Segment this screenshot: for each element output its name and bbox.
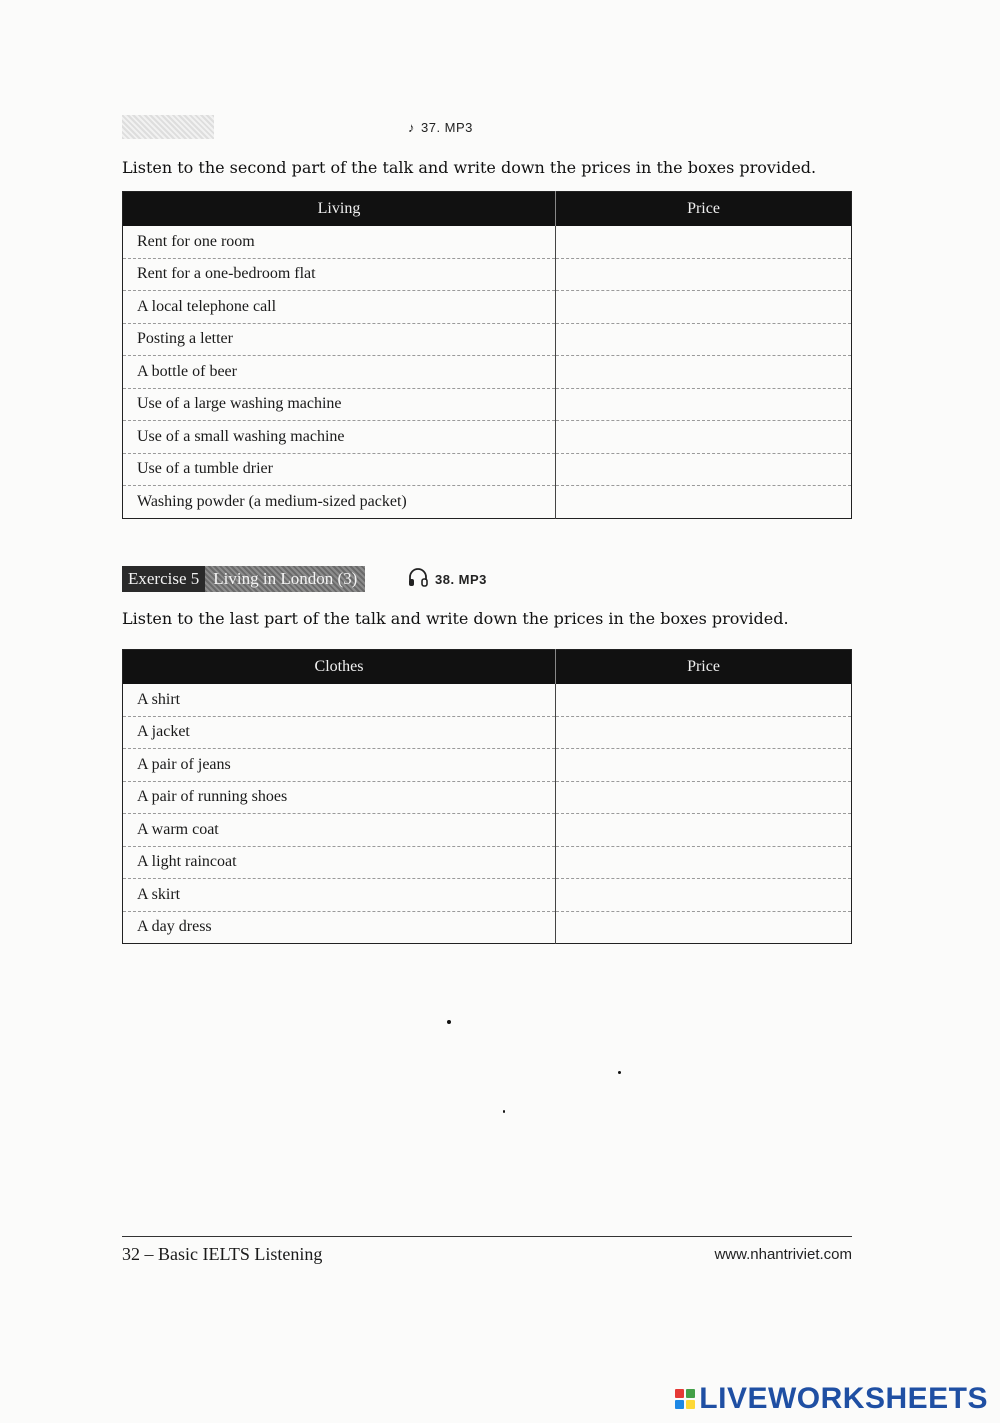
price-answer-box[interactable] [556,879,852,912]
price-answer-box[interactable] [556,453,852,486]
liveworksheets-logo-icon [675,1389,695,1409]
item-label: Use of a tumble drier [123,453,556,486]
price-answer-box[interactable] [556,846,852,879]
table-row [123,486,852,519]
item-label: Posting a letter [123,323,556,356]
item-label: A skirt [123,879,556,912]
price-answer-box[interactable] [556,911,852,944]
page-footer: 32 – Basic IELTS Listening [122,1244,323,1264]
item-label: A light raincoat [123,846,556,879]
table-row [123,879,852,912]
audio-track-label: 38. MP3 [435,572,487,587]
audio-track-label: ♪ 37. MP3 [408,120,473,135]
table-row [123,716,852,749]
item-label: A shirt [123,684,556,716]
scan-speck [618,1071,621,1074]
clothes-price-table [122,649,852,944]
instruction-text: Listen to the last part of the talk and write down the prices in the boxes provided. [122,609,789,628]
instruction-text: Listen to the second part of the talk and write down the prices in the boxes provided. [122,158,817,177]
table-row [123,226,852,258]
column-header-clothes: Clothes [123,650,556,685]
scan-speck [447,1020,451,1024]
scan-speck [503,1110,505,1113]
table-row [123,291,852,324]
table-row [123,323,852,356]
table-row [123,453,852,486]
price-answer-box[interactable] [556,258,852,291]
price-answer-box[interactable] [556,421,852,454]
item-label: A pair of running shoes [123,781,556,814]
price-answer-box[interactable] [556,388,852,421]
liveworksheets-brand: LIVEWORKSHEETS [675,1382,988,1416]
price-answer-box[interactable] [556,356,852,389]
price-answer-box[interactable] [556,749,852,782]
column-header-living: Living [123,192,556,227]
item-label: A jacket [123,716,556,749]
price-answer-box[interactable] [556,226,852,258]
exercise-name: Living in London (3) [205,566,365,592]
price-answer-box[interactable] [556,781,852,814]
column-header-price: Price [556,192,852,227]
price-answer-box[interactable] [556,716,852,749]
item-label: A day dress [123,911,556,944]
table-row [123,911,852,944]
table-row [123,749,852,782]
price-answer-box[interactable] [556,486,852,519]
living-price-table [122,191,852,519]
table-row [123,258,852,291]
exercise-header-faded [122,115,214,139]
item-label: A local telephone call [123,291,556,324]
price-answer-box[interactable] [556,814,852,847]
publisher-website: www.nhantriviet.com [714,1246,852,1263]
footer-divider [122,1236,852,1237]
table-row [123,421,852,454]
item-label: Washing powder (a medium-sized packet) [123,486,556,519]
table-row [123,684,852,716]
item-label: Use of a small washing machine [123,421,556,454]
table-row [123,814,852,847]
headphone-icon [407,567,429,589]
table-row [123,356,852,389]
price-answer-box[interactable] [556,684,852,716]
item-label: A warm coat [123,814,556,847]
price-answer-box[interactable] [556,291,852,324]
headphone-icon: ♪ [408,120,415,135]
column-header-price: Price [556,650,852,685]
exercise-number: Exercise 5 [122,566,205,592]
item-label: Rent for a one-bedroom flat [123,258,556,291]
table-row [123,388,852,421]
item-label: Use of a large washing machine [123,388,556,421]
table-row [123,846,852,879]
table-row [123,781,852,814]
price-answer-box[interactable] [556,323,852,356]
exercise-title [122,566,365,592]
item-label: Rent for one room [123,226,556,258]
item-label: A pair of jeans [123,749,556,782]
item-label: A bottle of beer [123,356,556,389]
